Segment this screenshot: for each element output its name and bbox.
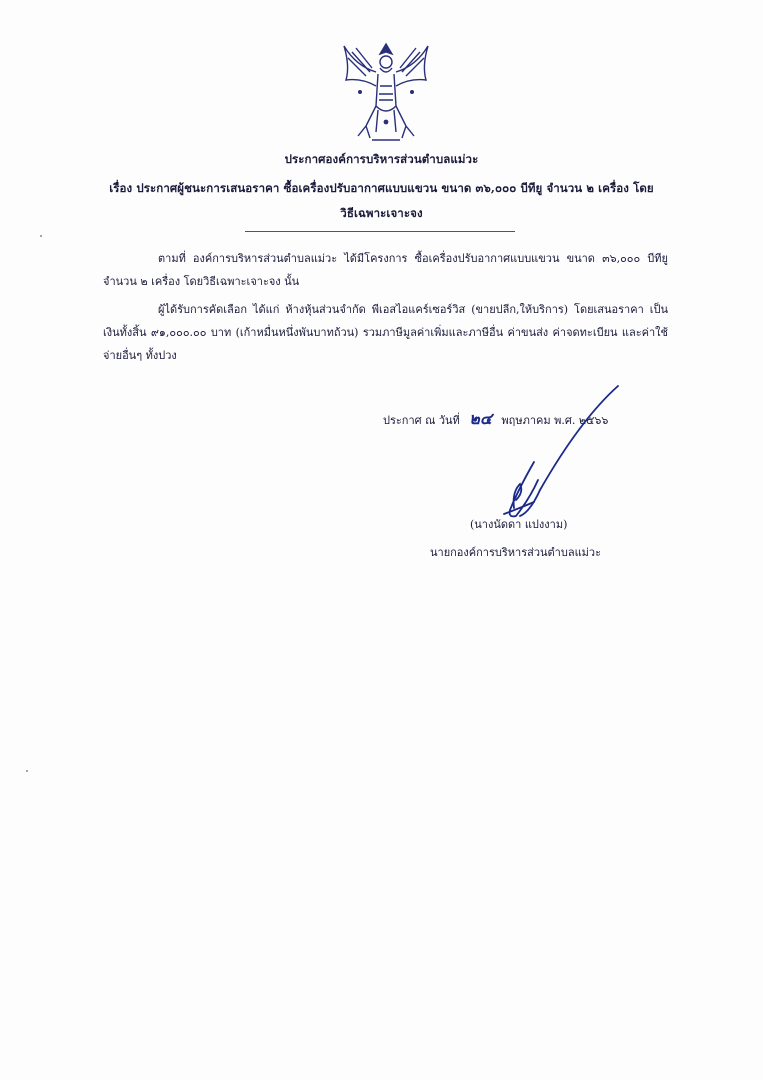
garuda-emblem-icon (336, 36, 436, 146)
scan-speck (26, 770, 28, 772)
body-paragraph-1: ตามที่ องค์การบริหารส่วนตำบลแม่วะ ได้มีโครงการ ซื้อเครื่องปรับอากาศแบบแขวน ขนาด ๓๖,๐๐๐ บีทียู จำนวน ๒ เครื่อง โดยวิธีเฉพาะเจาะจง นั้น (103, 252, 668, 288)
document-subject: เรื่อง ประกาศผู้ชนะการเสนอราคา ซื้อเครื่องปรับอากาศแบบแขวน ขนาด ๓๖,๐๐๐ บีทียู จำนวน ๒ เครื่อง โดย (109, 181, 654, 195)
scan-speck (40, 235, 42, 237)
document-subject-continuation: วิธีเฉพาะเจาะจง (340, 206, 423, 220)
title-divider (245, 231, 515, 232)
date-month-year: พฤษภาคม พ.ศ. ๒๕๖๖ (501, 414, 609, 427)
date-prefix: ประกาศ ณ วันที่ (383, 414, 460, 427)
handwritten-day: ๒๔ (469, 409, 492, 428)
document-title: ประกาศองค์การบริหารส่วนตำบลแม่วะ (284, 152, 479, 166)
body-paragraph-2: ผู้ได้รับการคัดเลือก ได้แก่ ห้างหุ้นส่วนจำกัด พีเอสไอแคร์เซอร์วิส (ขายปลีก,ให้บริการ) โดยเสนอราคา เป็นเงินทั้งสิ้น ๙๑,๐๐๐.๐๐ บาท (เก้าหมื่นหนึ่งพันบาทถ้วน) รวมภาษีมูลค่าเพิ่มและภาษีอื่น ค่าขนส่ง ค่าจดทะเบียน และค่าใช้จ่ายอื่นๆ ทั้งปวง (103, 303, 668, 362)
signer-position: นายกองค์การบริหารส่วนตำบลแม่วะ (430, 546, 601, 559)
handwritten-signature (490, 380, 630, 530)
signer-name: (นางนัดดา แปงงาม) (470, 518, 568, 531)
